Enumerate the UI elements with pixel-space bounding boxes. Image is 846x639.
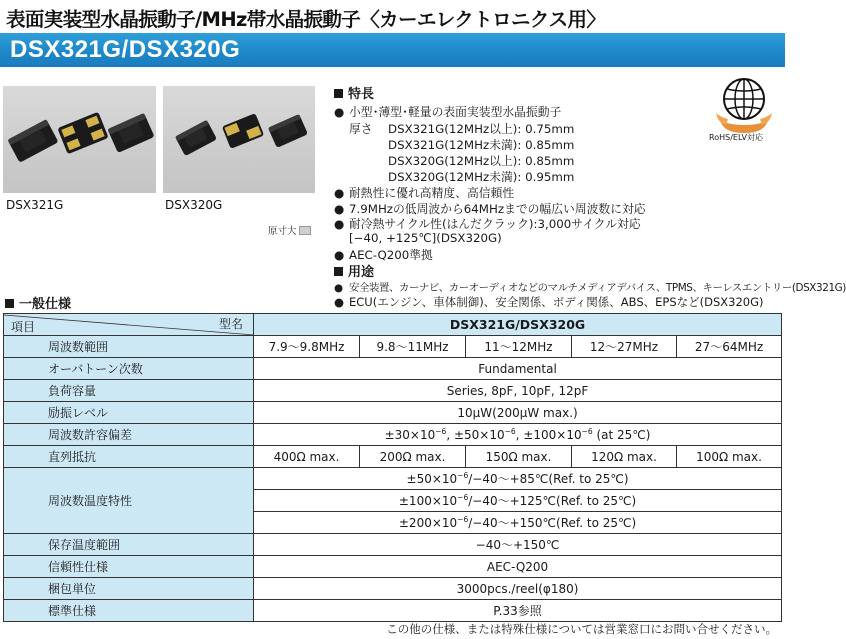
model-bar-text: DSX321G/DSX320G [10, 36, 241, 63]
row-label: 直列抵抗 [4, 446, 254, 468]
feature-item: ● 小型･薄型･軽量の表面実装型水晶振動子 [334, 105, 562, 119]
header-item-cell [4, 314, 254, 336]
spec-table [3, 313, 782, 622]
photo-caption-dsx321g: DSX321G [6, 198, 64, 212]
dot-bullet-icon: ● [334, 295, 345, 309]
table-cell: 11〜12MHz [466, 336, 572, 358]
spec-heading: 一般仕様 [5, 293, 71, 312]
applications-heading: 用途 [334, 261, 374, 280]
table-row [4, 358, 782, 380]
header-model-label: 型名 [218, 316, 243, 331]
table-cell: AEC-Q200 [254, 556, 782, 578]
table-cell: 120Ω max. [572, 446, 677, 468]
header-item-label: 項目 [11, 319, 36, 334]
rohs-caption: RoHS/ELV対応 [709, 133, 763, 142]
row-label: 周波数範囲 [4, 336, 254, 358]
square-bullet-icon [334, 267, 343, 276]
feature-item: ● 7.9MHzの低周波から64MHzまでの幅広い周波数に対応 [334, 202, 646, 216]
table-cell: $\pm 50\times 10^{-6}/-40$〜+85℃(Ref. to 25℃) [254, 468, 782, 490]
table-row [4, 402, 782, 424]
row-label: オーバトーン次数 [4, 358, 254, 380]
row-label: 標準仕様 [4, 600, 254, 622]
dot-bullet-icon: ● [334, 186, 345, 200]
table-cell: 400Ω max. [254, 446, 360, 468]
row-label: 梱包単位 [4, 578, 254, 600]
table-cell: 10μW(200μW max.) [254, 402, 782, 424]
table-cell: P.33参照 [254, 600, 782, 622]
feature-item-continuation: [−40, +125℃](DSX320G) [349, 231, 502, 245]
row-label: 負荷容量 [4, 380, 254, 402]
table-row [4, 556, 782, 578]
square-bullet-icon [5, 299, 14, 308]
row-label: 周波数温度特性 [4, 468, 254, 534]
feature-item: ● AEC-Q200準拠 [334, 248, 433, 262]
feature-item: ● 耐熱性に優れ高精度、高信頼性 [334, 186, 515, 200]
model-bar [0, 33, 785, 67]
table-cell: Fundamental [254, 358, 782, 380]
table-cell: 200Ω max. [360, 446, 466, 468]
row-label: 保存温度範囲 [4, 534, 254, 556]
table-row [4, 600, 782, 622]
page-title: 表面実装型水晶振動子/MHz帯水晶振動子〈カーエレクトロニクス用〉 [6, 8, 606, 31]
table-cell: 27〜64MHz [677, 336, 782, 358]
dot-bullet-icon: ● [334, 202, 345, 216]
features-heading: 特長 [334, 83, 374, 102]
table-row [4, 578, 782, 600]
table-cell: Series, 8pF, 10pF, 12pF [254, 380, 782, 402]
crystal-photo-icon [163, 86, 315, 193]
table-cell: 7.9〜9.8MHz [254, 336, 360, 358]
product-photo-dsx320g [163, 86, 315, 193]
table-cell: 12〜27MHz [572, 336, 677, 358]
table-row [4, 424, 782, 446]
dot-bullet-icon: ● [334, 282, 343, 294]
feature-thickness-line: DSX321G(12MHz未満): 0.85mm [388, 138, 575, 152]
table-cell: 150Ω max. [466, 446, 572, 468]
table-row [4, 534, 782, 556]
table-cell: $\pm 30\times 10^{-6}$, $\pm 50\times 10^{-6}$, $\pm 100\times 10^{-6}$ (at 25℃) [254, 424, 782, 446]
actual-size-box-icon [299, 226, 311, 235]
table-row [4, 446, 782, 468]
dot-bullet-icon: ● [334, 105, 345, 119]
table-row [4, 336, 782, 358]
table-row [4, 380, 782, 402]
table-cell: $\pm 100\times 10^{-6}/-40$〜+125℃(Ref. to 25℃) [254, 490, 782, 512]
rohs-globe-icon [714, 73, 774, 139]
application-item: ● ECU(エンジン、車体制御)、安全関係、ボディ関係、ABS、EPSなど(DSX320G) [334, 295, 764, 309]
feature-thickness-label: 厚さ [349, 122, 373, 136]
table-cell: $\pm 200\times 10^{-6}/-40$〜+150℃(Ref. to 25℃) [254, 512, 782, 534]
footnote: この他の仕様、または特殊仕様については営業窓口にお問い合せください。 [386, 622, 777, 636]
crystal-photo-icon [3, 86, 156, 193]
dot-bullet-icon: ● [334, 248, 345, 262]
table-header-row [4, 314, 782, 336]
table-cell: 3000pcs./reel(φ180) [254, 578, 782, 600]
diagonal-divider-icon [4, 315, 254, 335]
product-photo-dsx321g [3, 86, 156, 193]
square-bullet-icon [334, 89, 343, 98]
actual-size-note: 原寸大 [268, 223, 311, 237]
application-item: ● 安全装置、カーナビ、カーオーディオなどのマルチメディアデバイス、TPMS、キーレスエントリー(DSX321G) [334, 282, 846, 294]
row-label: 周波数許容偏差 [4, 424, 254, 446]
feature-thickness-line: DSX320G(12MHz以上): 0.85mm [388, 154, 575, 168]
row-label: 信頼性仕様 [4, 556, 254, 578]
feature-thickness-line: DSX320G(12MHz未満): 0.95mm [388, 170, 575, 184]
table-cell: 9.8〜11MHz [360, 336, 466, 358]
photo-caption-dsx320g: DSX320G [165, 198, 223, 212]
table-cell: 100Ω max. [677, 446, 782, 468]
feature-item: ● 耐冷熱サイクル性(はんだクラック):3,000サイクル対応 [334, 217, 641, 231]
dot-bullet-icon: ● [334, 217, 345, 231]
table-row [4, 468, 782, 490]
header-model-cell: DSX321G/DSX320G [254, 314, 782, 336]
table-cell: −40〜+150℃ [254, 534, 782, 556]
feature-thickness-line: DSX321G(12MHz以上): 0.75mm [388, 122, 575, 136]
row-label: 励振レベル [4, 402, 254, 424]
